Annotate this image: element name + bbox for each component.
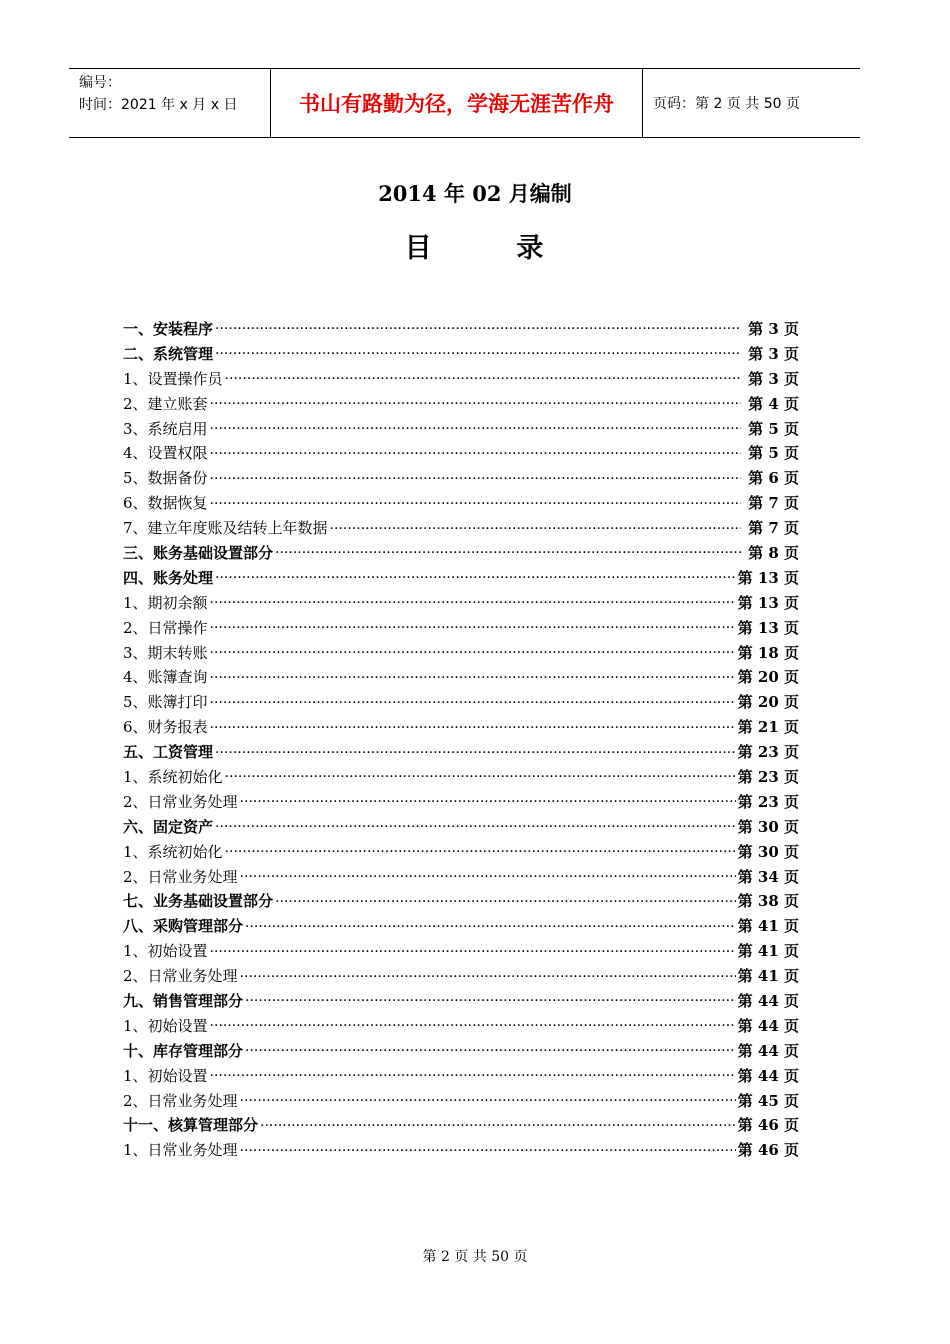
toc-entry[interactable] (123, 366, 799, 391)
toc-entry[interactable] (123, 839, 799, 864)
toc-entry[interactable] (123, 764, 799, 789)
toc-entry[interactable] (123, 1088, 799, 1113)
toc-entry[interactable] (123, 1038, 799, 1063)
toc-entry[interactable] (123, 938, 799, 963)
toc-entry-page: 第 34 页 (737, 867, 799, 886)
toc-entry-page: 第 45 页 (737, 1091, 799, 1110)
toc-leader-dots (240, 867, 736, 885)
toc-entry[interactable] (123, 440, 799, 465)
toc-entry-page: 第 46 页 (737, 1141, 799, 1160)
toc-entry-label: 1、设置操作员 (123, 369, 223, 388)
toc-entry[interactable] (123, 714, 799, 739)
toc-leader-dots (210, 419, 741, 437)
toc-leader-dots (210, 469, 741, 487)
toc-entry-label: 十、库存管理部分 (123, 1041, 244, 1060)
doc-number-label: 编号： (79, 75, 121, 91)
toc-entry-label: 一、安装程序 (123, 319, 214, 338)
toc-entry[interactable] (123, 565, 799, 590)
toc-entry-page: 第 46 页 (737, 1116, 799, 1135)
toc-entry[interactable] (123, 490, 799, 515)
toc-entry-page: 第 30 页 (737, 817, 799, 836)
toc-entry-label: 1、系统初始化 (123, 767, 223, 786)
toc-entry[interactable] (123, 664, 799, 689)
toc-entry-label: 2、日常操作 (123, 618, 208, 637)
toc-entry-label: 3、期末转账 (123, 643, 208, 662)
toc-entry[interactable] (123, 416, 799, 441)
toc-entry-label: 6、数据恢复 (123, 494, 208, 513)
toc-entry-page: 第 44 页 (737, 1016, 799, 1035)
toc-entry-page: 第 41 页 (737, 917, 799, 936)
toc-leader-dots (210, 668, 736, 686)
toc-title-char-2: 录 (516, 233, 546, 264)
toc-entry[interactable] (123, 1013, 799, 1038)
toc-entry-label: 1、初始设置 (123, 1066, 208, 1085)
toc-leader-dots (215, 817, 736, 835)
toc-leader-dots (210, 942, 736, 960)
toc-leader-dots (330, 519, 741, 537)
toc-entry-page: 第 44 页 (737, 1066, 799, 1085)
toc-entry-label: 1、初始设置 (123, 1016, 208, 1035)
toc-leader-dots (260, 1116, 736, 1134)
toc-leader-dots (210, 593, 736, 611)
toc-entry[interactable] (123, 515, 799, 540)
toc-entry[interactable] (123, 465, 799, 490)
toc-entry-label: 三、账务基础设置部分 (123, 543, 274, 562)
toc-entry-label: 3、系统启用 (123, 419, 208, 438)
toc-entry-label: 6、财务报表 (123, 718, 208, 737)
toc-entry[interactable] (123, 689, 799, 714)
toc-entry-label: 十一、核算管理部分 (123, 1116, 259, 1135)
toc-entry[interactable] (123, 739, 799, 764)
toc-leader-dots (225, 842, 736, 860)
toc-entry-label: 八、采购管理部分 (123, 917, 244, 936)
header-meta (69, 69, 271, 137)
toc-entry-label: 二、系统管理 (123, 344, 214, 363)
toc-entry-page: 第 44 页 (737, 991, 799, 1010)
toc-leader-dots (210, 618, 736, 636)
toc-entry-page: 第 23 页 (737, 792, 799, 811)
toc-entry-label: 1、日常业务处理 (123, 1141, 238, 1160)
toc-entry-page: 第 41 页 (737, 967, 799, 986)
toc-leader-dots (215, 344, 741, 362)
toc-entry-page: 第 20 页 (737, 668, 799, 687)
toc-leader-dots (245, 1041, 736, 1059)
toc-entry-label: 2、日常业务处理 (123, 792, 238, 811)
toc-entry-label: 1、期初余额 (123, 593, 208, 612)
toc-entry-page: 第 38 页 (737, 892, 799, 911)
toc-entry-label: 7、建立年度账及结转上年数据 (123, 519, 328, 538)
toc-leader-dots (275, 543, 741, 561)
toc-entry[interactable] (123, 590, 799, 615)
toc-entry-page: 第 5 页 (748, 444, 799, 463)
toc-entry-label: 2、日常业务处理 (123, 1091, 238, 1110)
toc-leader-dots (215, 743, 736, 761)
header-page-info: 页码：第 2 页 共 50 页 (653, 96, 800, 112)
toc-entry[interactable] (123, 540, 799, 565)
toc-entry-label: 四、账务处理 (123, 568, 214, 587)
toc-entry[interactable] (123, 1137, 799, 1162)
toc-entry-label: 2、日常业务处理 (123, 867, 238, 886)
toc-entry-page: 第 3 页 (748, 319, 799, 338)
toc-entry-label: 六、固定资产 (123, 817, 214, 836)
toc-entry[interactable] (123, 963, 799, 988)
toc-entry[interactable] (123, 391, 799, 416)
table-of-contents (123, 316, 799, 1162)
toc-entry-label: 4、设置权限 (123, 444, 208, 463)
toc-entry-page: 第 20 页 (737, 693, 799, 712)
toc-entry[interactable] (123, 1113, 799, 1138)
toc-entry[interactable] (123, 913, 799, 938)
toc-leader-dots (240, 1141, 736, 1159)
header-motto: 书山有路勤为径，学海无涯苦作舟 (271, 69, 643, 137)
document-header (69, 68, 860, 138)
toc-leader-dots (240, 792, 736, 810)
toc-entry-label: 1、初始设置 (123, 942, 208, 961)
toc-entry[interactable] (123, 789, 799, 814)
toc-leader-dots (210, 394, 741, 412)
toc-leader-dots (210, 693, 736, 711)
toc-entry-label: 五、工资管理 (123, 743, 214, 762)
toc-entry[interactable] (123, 640, 799, 665)
toc-entry-page: 第 30 页 (737, 842, 799, 861)
toc-leader-dots (240, 967, 736, 985)
toc-entry[interactable] (123, 888, 799, 913)
toc-entry-page: 第 23 页 (737, 767, 799, 786)
toc-title (0, 226, 950, 265)
toc-entry-page: 第 23 页 (737, 743, 799, 762)
toc-leader-dots (210, 643, 736, 661)
compile-date: 2014 年 02 月编制 (378, 181, 572, 206)
toc-leader-dots (210, 1066, 736, 1084)
toc-entry[interactable] (123, 341, 799, 366)
toc-entry-page: 第 7 页 (748, 519, 799, 538)
toc-entry-label: 七、业务基础设置部分 (123, 892, 274, 911)
toc-entry[interactable] (123, 814, 799, 839)
toc-entry-page: 第 13 页 (737, 618, 799, 637)
toc-leader-dots (210, 494, 741, 512)
toc-entry-page: 第 3 页 (748, 369, 799, 388)
toc-leader-dots (210, 444, 741, 462)
doc-time-label: 时间：2021 年 x 月 x 日 (79, 97, 238, 113)
toc-leader-dots (245, 917, 736, 935)
toc-entry-page: 第 21 页 (737, 718, 799, 737)
toc-entry-label: 4、账簿查询 (123, 668, 208, 687)
toc-entry[interactable] (123, 864, 799, 889)
toc-entry[interactable] (123, 988, 799, 1013)
toc-entry[interactable] (123, 615, 799, 640)
toc-entry-page: 第 4 页 (748, 394, 799, 413)
toc-entry-page: 第 13 页 (737, 593, 799, 612)
toc-leader-dots (210, 1016, 736, 1034)
toc-entry-page: 第 13 页 (737, 568, 799, 587)
toc-entry-page: 第 6 页 (748, 469, 799, 488)
toc-entry[interactable] (123, 1063, 799, 1088)
toc-title-char-1: 目 (404, 233, 434, 264)
toc-entry-page: 第 5 页 (748, 419, 799, 438)
toc-entry-label: 5、账簿打印 (123, 693, 208, 712)
toc-entry[interactable] (123, 316, 799, 341)
page-footer: 第 2 页 共 50 页 (422, 1249, 528, 1265)
toc-entry-page: 第 3 页 (748, 344, 799, 363)
toc-leader-dots (225, 369, 741, 387)
toc-entry-page: 第 8 页 (748, 543, 799, 562)
toc-leader-dots (245, 991, 736, 1009)
toc-leader-dots (225, 767, 736, 785)
toc-entry-label: 2、建立账套 (123, 394, 208, 413)
toc-leader-dots (240, 1091, 736, 1109)
toc-leader-dots (275, 892, 736, 910)
toc-leader-dots (210, 718, 736, 736)
toc-leader-dots (215, 568, 736, 586)
toc-entry-label: 1、系统初始化 (123, 842, 223, 861)
toc-entry-page: 第 7 页 (748, 494, 799, 513)
toc-entry-page: 第 44 页 (737, 1041, 799, 1060)
toc-entry-page: 第 41 页 (737, 942, 799, 961)
toc-entry-page: 第 18 页 (737, 643, 799, 662)
toc-entry-label: 九、销售管理部分 (123, 991, 244, 1010)
toc-leader-dots (215, 319, 741, 337)
toc-entry-label: 2、日常业务处理 (123, 967, 238, 986)
toc-entry-label: 5、数据备份 (123, 469, 208, 488)
